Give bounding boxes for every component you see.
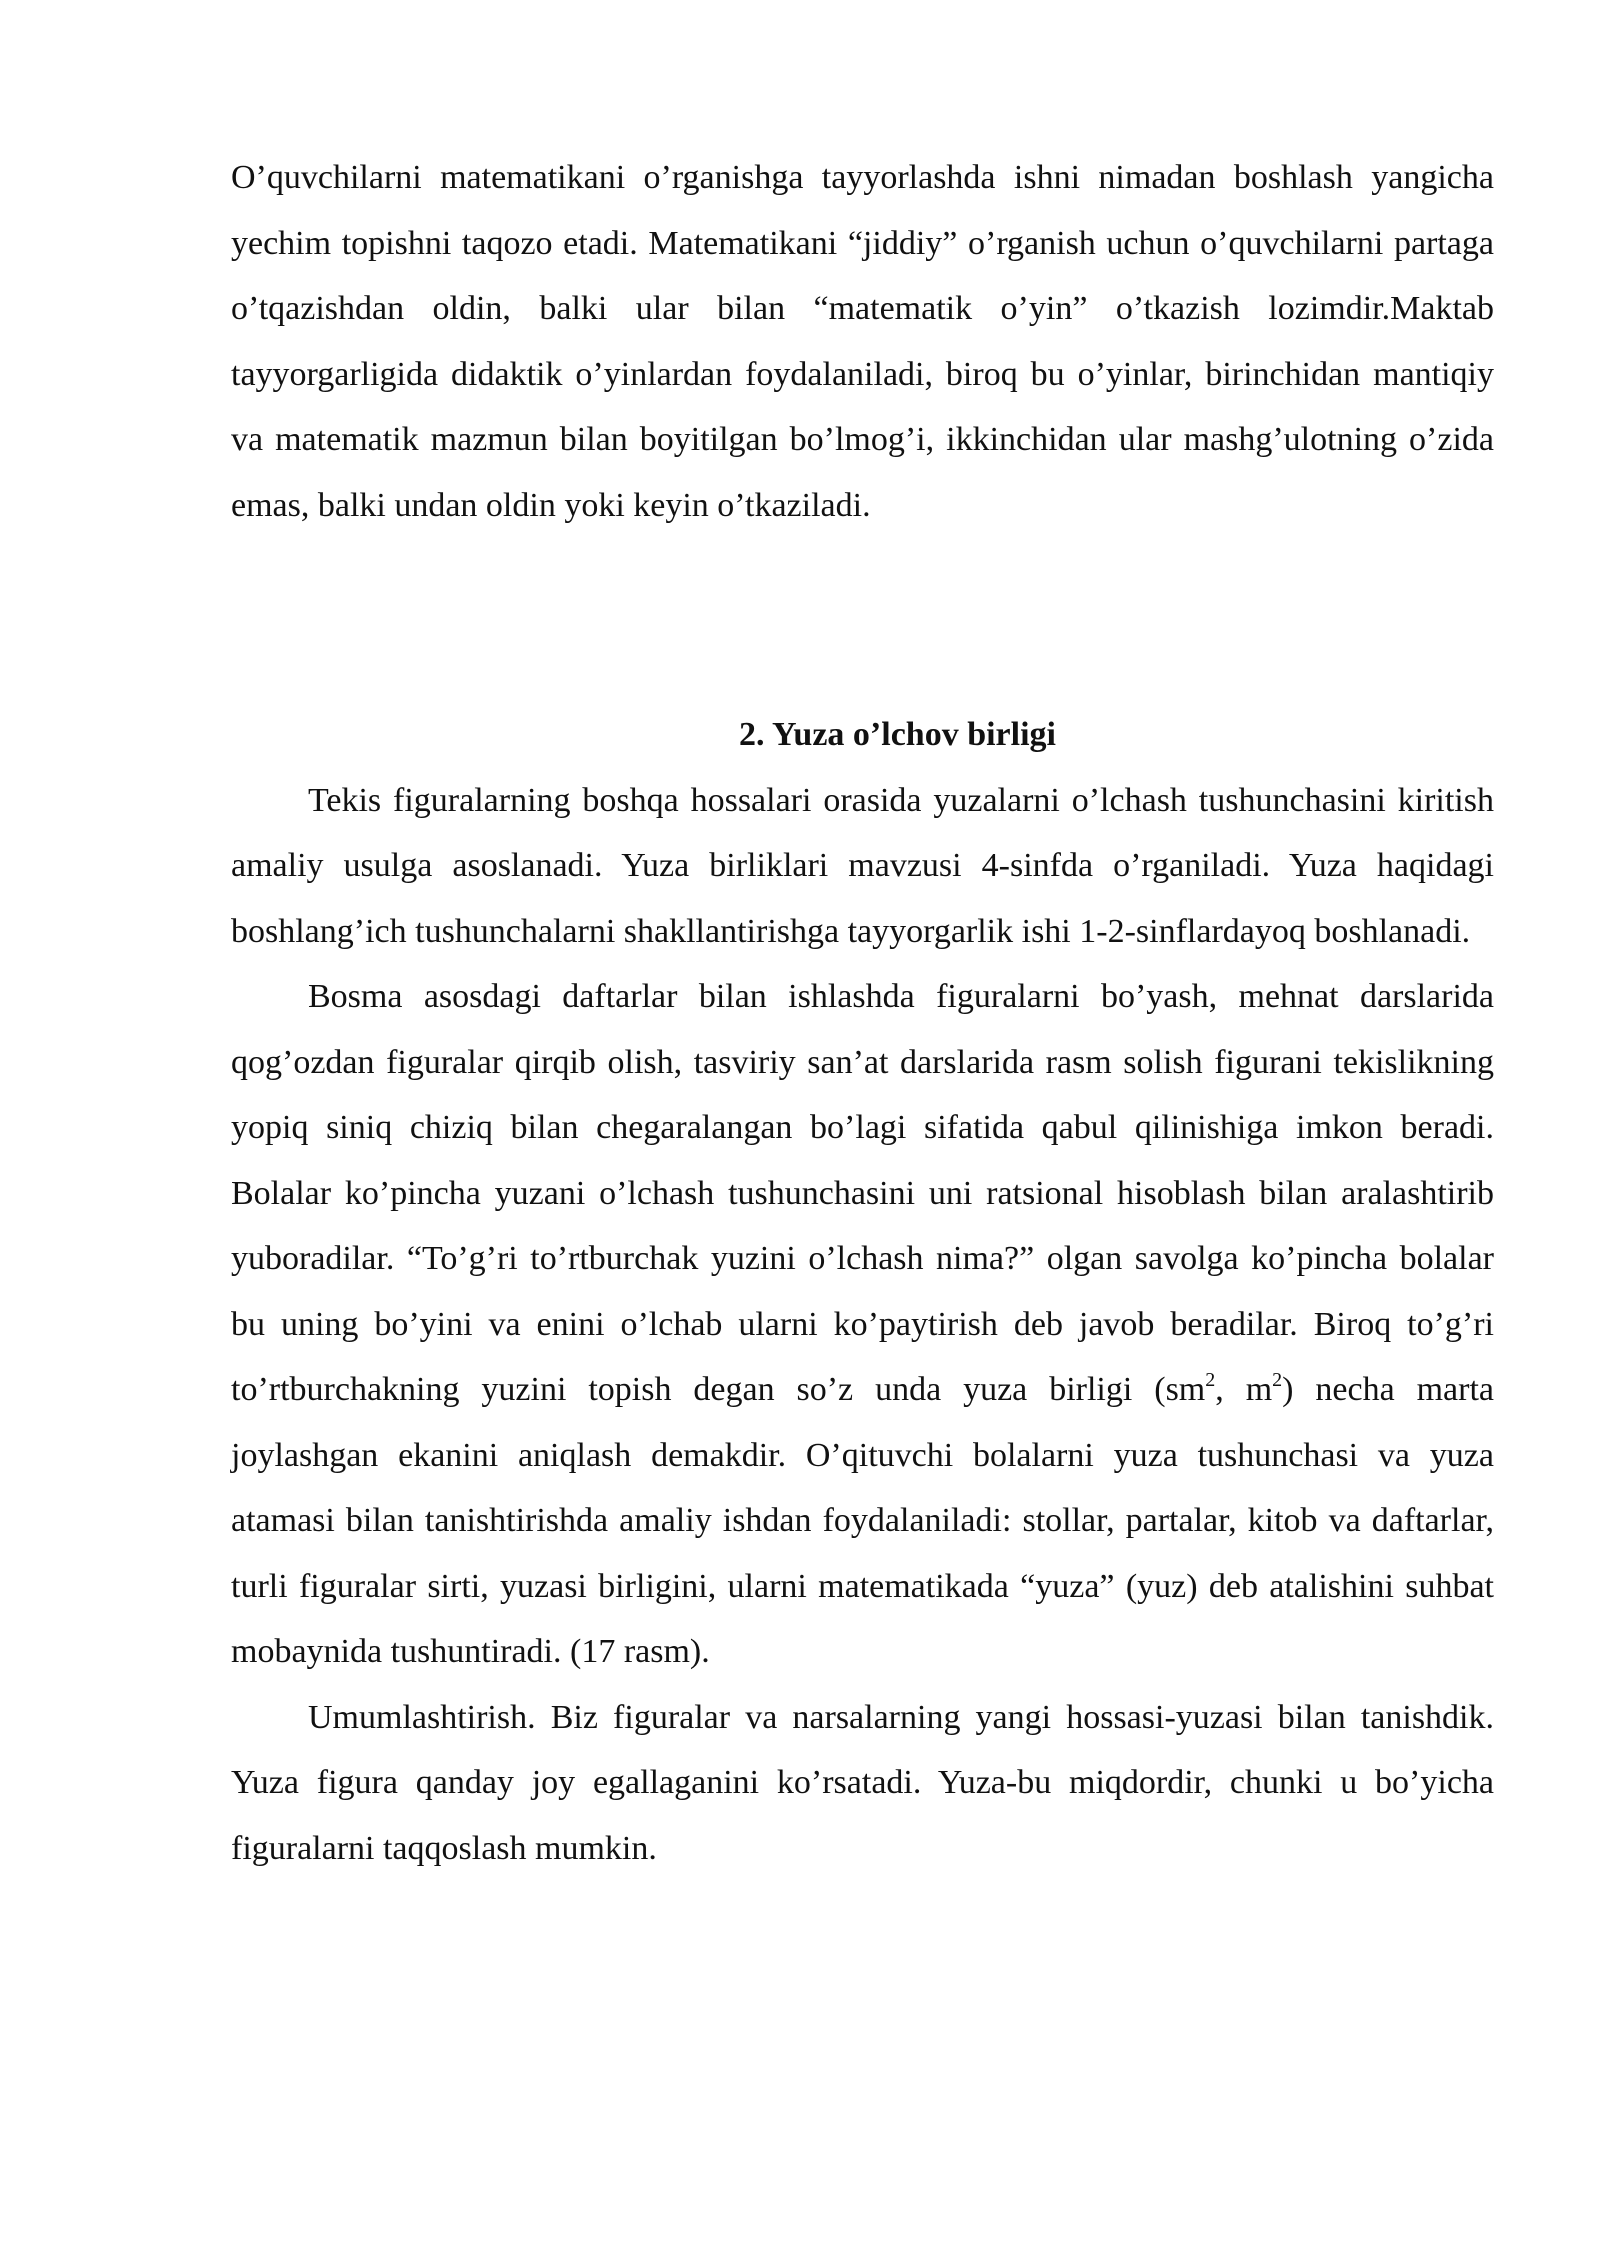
document-page	[231, 145, 1494, 1881]
paragraph-summary: Umumlashtirish. Biz figuralar va narsalarning yangi hossasi-yuzasi bilan tanishdik. Yuza figura qanday joy egallaganini ko’rsatadi. Yuza-bu miqdordir, chunki u bo’yicha figuralarni taqqoslash mumkin.	[231, 1698, 1494, 1867]
paragraph-text-before-units: Bosma asosdagi daftarlar bilan ishlashda figuralarni bo’yash, mehnat darslarida qog’ozdan figuralar qirqib olish, tasviriy san’at darslarida rasm solish figurani tekislikning yopiq siniq chiziq bilan chegaralangan bo’lagi sifatida qabul qilinishiga imkon beradi. Bolalar ko’pincha yuzani o’lchash tushunchasini uni ratsional hisoblash bilan aralashtirib yuboradilar. “To’g’ri to’rtburchak yuzini o’lchash nima?” olgan savolga ko’pincha bolalar bu uning bo’yini va enini o’lchab ularni ko’paytirish deb javob beradilar. Biroq to’g’ri to’rtburchakning yuzini topish degan so’z unda yuza birligi (	[231, 978, 1494, 1408]
paragraph-yuza-intro: Tekis figuralarning boshqa hossalari orasida yuzalarni o’lchash tushunchasini kiritish amaliy usulga asoslanadi. Yuza birliklari mavzusi 4-sinfda o’rganiladi. Yuza haqidagi boshlang’ich tushunchalarni shakllantirishga tayyorgarlik ishi 1-2-sinflardayoq boshlanadi.	[231, 781, 1494, 950]
unit-separator: ,	[1215, 1371, 1246, 1408]
unit-sm: sm	[1165, 1371, 1206, 1408]
section-title: Yuza o’lchov birligi	[772, 716, 1056, 753]
section-heading	[231, 702, 1494, 768]
intro-paragraph: O’quvchilarni matematikani o’rganishga tayyorlashda ishni nimadan boshlash yangicha yechim topishni taqozo etadi. Matematikani “jiddiy” o’rganish uchun o’quvchilarni partaga o’tqazishdan oldin, balki ular bilan “matematik o’yin” o’tkazish lozimdir.Maktab tayyorgarligida didaktik o’yinlardan foydalaniladi, biroq bu o’yinlar, birinchidan mantiqiy va matematik mazmun bilan boyitilgan bo’lmog’i, ikkinchidan ular mashg’ulotning o’zida emas, balki undan oldin yoki keyin o’tkaziladi.	[231, 159, 1494, 524]
paragraph-text-after-units: ) necha marta joylashgan ekanini aniqlash demakdir. O’qituvchi bolalarni yuza tushunchasi va yuza atamasi bilan tanishtirishda amaliy ishdan foydalaniladi: stollar, partalar, kitob va daftarlar, turli figuralar sirti, yuzasi birligini, ularni matematikada “yuza” (yuz) deb atalishini suhbat mobaynida tushuntiradi. (17 rasm).	[231, 1371, 1495, 1670]
section-number: 2.	[739, 716, 765, 753]
unit-m: m	[1245, 1371, 1273, 1408]
paragraph-yuza-measurement	[231, 964, 1494, 1685]
unit-sm-exponent: 2	[1205, 1369, 1216, 1391]
unit-m-exponent: 2	[1272, 1369, 1283, 1391]
